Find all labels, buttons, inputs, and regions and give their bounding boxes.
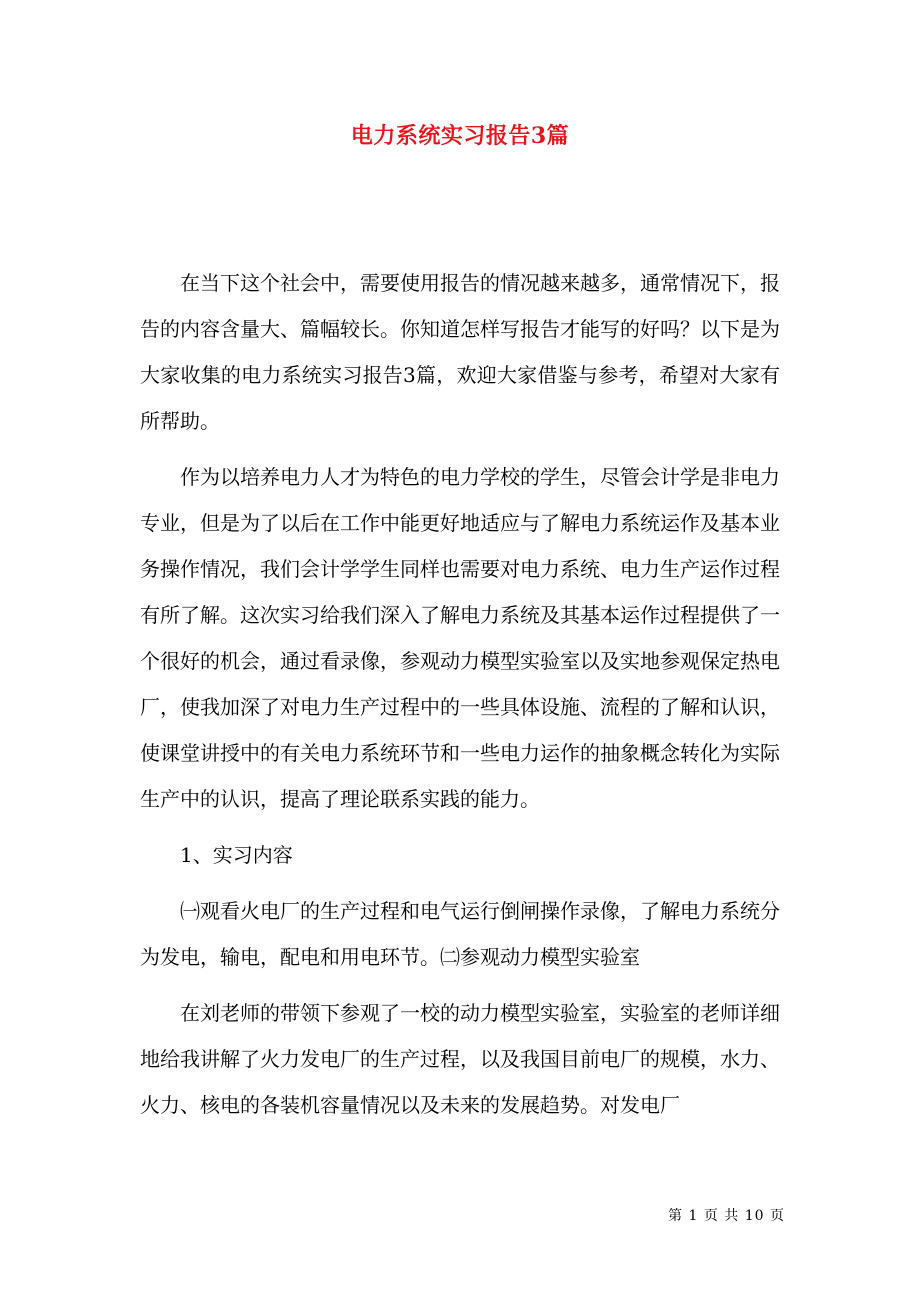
document-body — [140, 260, 780, 1138]
paragraph-background: 作为以培养电力人才为特色的电力学校的学生，尽管会计学是非电力专业，但是为了以后在工作中能更好地适应与了解电力系统运作及基本业务操作情况，我们会计学学生同样也需要对电力系统、电力生产运作过程有所了解。这次实习给我们深入了解电力系统及其基本运作过程提供了一个很好的机会，通过看录像，参观动力模型实验室以及实地参观保定热电厂，使我加深了对电力生产过程中的一些具体设施、流程的了解和认识，使课堂讲授中的有关电力系统环节和一些电力运作的抽象概念转化为实际生产中的认识，提高了理论联系实践的能力。 — [140, 465, 780, 811]
document-title: 电力系统实习报告3篇 — [350, 123, 570, 149]
page-number: 第 1 页 共 10 页 — [668, 1208, 785, 1224]
section-heading-content: 1、实习内容 — [180, 843, 293, 867]
paragraph-intro: 在当下这个社会中，需要使用报告的情况越来越多，通常情况下，报告的内容含量大、篇幅较长。你知道怎样写报告才能写的好吗？以下是为大家收集的电力系统实习报告3篇，欢迎大家借鉴与参考，希望对大家有所帮助。 — [140, 271, 780, 433]
paragraph-video: ㈠观看火电厂的生产过程和电气运行倒闸操作录像，了解电力系统分为发电，输电，配电和用电环节。㈡参观动力模型实验室 — [140, 899, 780, 969]
paragraph-lab-visit: 在刘老师的带领下参观了一校的动力模型实验室，实验室的老师详细地给我讲解了火力发电厂的生产过程，以及我国目前电厂的规模，水力、火力、核电的各装机容量情况以及未来的发展趋势。对发电厂 — [140, 1001, 780, 1117]
